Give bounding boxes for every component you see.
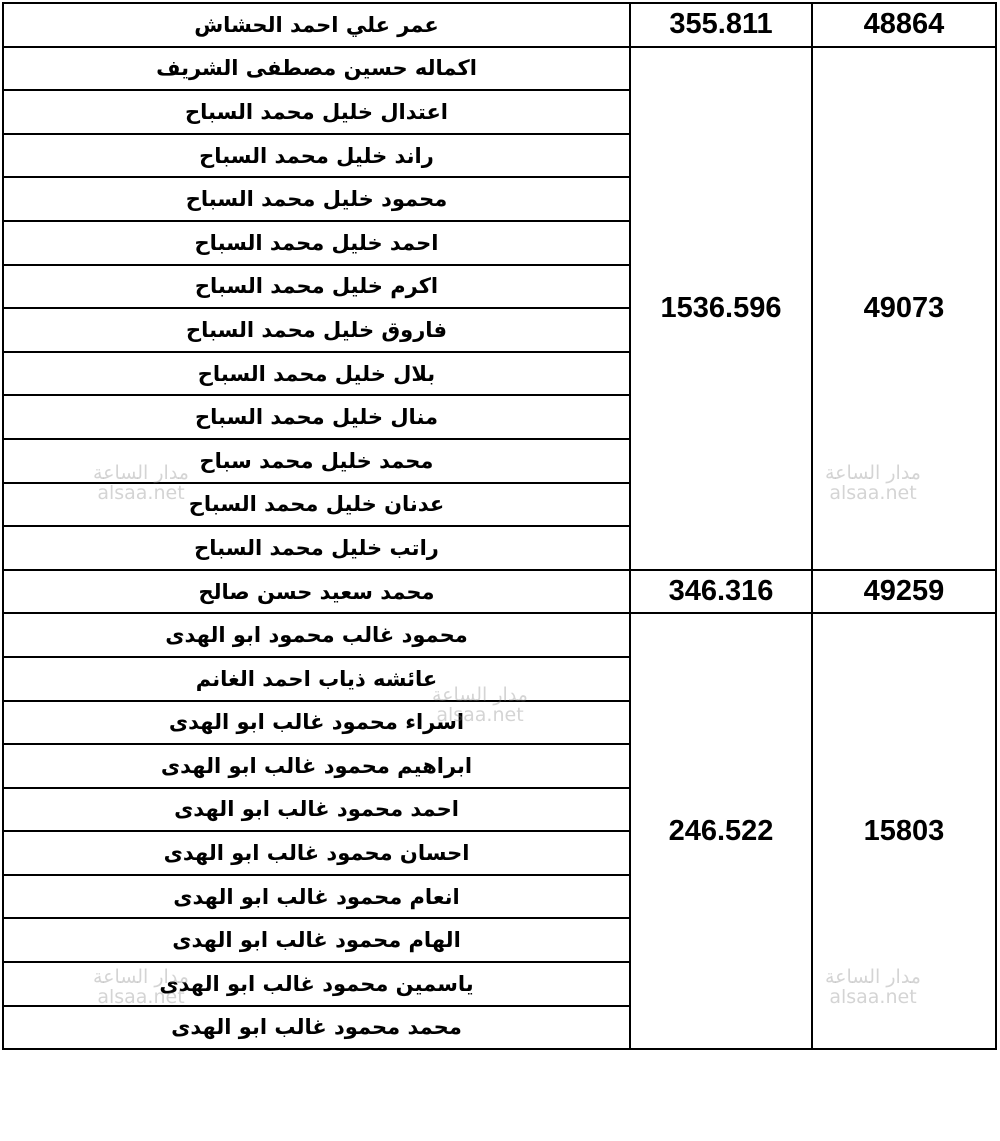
share-value-cell: 355.811 (630, 3, 812, 47)
record-id-cell: 49073 (812, 47, 996, 570)
holder-name-cell: راتب خليل محمد السباح (3, 526, 630, 570)
watermark-domain: alsaa.net (829, 481, 917, 504)
holder-name-cell: بلال خليل محمد السباح (3, 352, 630, 396)
watermark-arabic: مدار الساعة (93, 966, 189, 988)
table-row (3, 3, 996, 47)
record-id-cell: 48864 (812, 3, 996, 47)
watermark-arabic: مدار الساعة (93, 462, 189, 484)
share-value-cell: 246.522 (630, 613, 812, 1049)
record-id-cell: 15803 (812, 613, 996, 1049)
holder-name-cell: احمد خليل محمد السباح (3, 221, 630, 265)
holder-name-cell: ابراهيم محمود غالب ابو الهدى (3, 744, 630, 788)
share-value-cell: 346.316 (630, 570, 812, 614)
holder-name-cell: محمود خليل محمد السباح (3, 177, 630, 221)
watermark-domain: alsaa.net (97, 985, 185, 1008)
watermark-domain: alsaa.net (436, 703, 524, 726)
holder-name-cell: عمر علي احمد الحشاش (3, 3, 630, 47)
watermark-domain: alsaa.net (829, 985, 917, 1008)
holder-name-cell: احمد محمود غالب ابو الهدى (3, 788, 630, 832)
holder-name-cell: اكرم خليل محمد السباح (3, 265, 630, 309)
holder-name-cell: عدنان خليل محمد السباح (3, 483, 630, 527)
watermark-arabic: مدار الساعة (432, 684, 528, 706)
watermark-domain: alsaa.net (97, 481, 185, 504)
holder-name-cell: محمد سعيد حسن صالح (3, 570, 630, 614)
watermark-arabic: مدار الساعة (825, 966, 921, 988)
holder-name-cell: الهام محمود غالب ابو الهدى (3, 918, 630, 962)
table-row (3, 570, 996, 614)
table-row (3, 613, 996, 657)
beneficiaries-table (2, 2, 997, 1050)
table-body (3, 3, 996, 1049)
holder-name-cell: اسراء محمود غالب ابو الهدى (3, 701, 630, 745)
table-row (3, 47, 996, 91)
record-id-cell: 49259 (812, 570, 996, 614)
holder-name-cell: انعام محمود غالب ابو الهدى (3, 875, 630, 919)
holder-name-cell: محمد محمود غالب ابو الهدى (3, 1006, 630, 1050)
watermark-arabic: مدار الساعة (825, 462, 921, 484)
holder-name-cell: محمد خليل محمد سباح (3, 439, 630, 483)
holder-name-cell: احسان محمود غالب ابو الهدى (3, 831, 630, 875)
holder-name-cell: اعتدال خليل محمد السباح (3, 90, 630, 134)
holder-name-cell: منال خليل محمد السباح (3, 395, 630, 439)
share-value-cell: 1536.596 (630, 47, 812, 570)
holder-name-cell: فاروق خليل محمد السباح (3, 308, 630, 352)
holder-name-cell: اكماله حسين مصطفى الشريف (3, 47, 630, 91)
holder-name-cell: عائشه ذياب احمد الغانم (3, 657, 630, 701)
holder-name-cell: ياسمين محمود غالب ابو الهدى (3, 962, 630, 1006)
holder-name-cell: راند خليل محمد السباح (3, 134, 630, 178)
holder-name-cell: محمود غالب محمود ابو الهدى (3, 613, 630, 657)
